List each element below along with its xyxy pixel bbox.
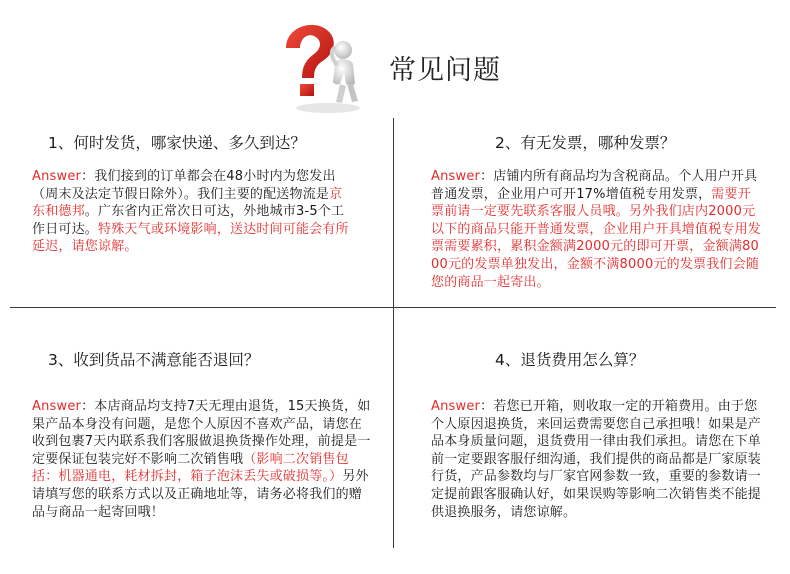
faq-answer-1 xyxy=(32,168,350,256)
vertical-divider xyxy=(393,118,394,548)
horizontal-divider xyxy=(10,307,776,308)
page-title: 常见问题 xyxy=(389,55,501,86)
answer-text: 。广东省内正常次日可达，外地城市3-5个工作日可达。 xyxy=(32,204,345,237)
answer-separator: ： xyxy=(480,399,494,414)
answer-separator: ： xyxy=(81,399,95,414)
answer-label: Answer xyxy=(32,399,82,414)
faq-header xyxy=(0,0,790,115)
answer-text: 另外请填写您的联系方式以及正确地址等，请务必将我们的赠品与商品一起寄回哦！ xyxy=(32,469,369,520)
answer-text: 本店商品均支持7天无理由退货，15天换货，如果产品本身没有问题，是您个人原因不喜欢产品，请您在收到包裹7天内联系我们客服做退换货操作处理，前提是一定要保证包装完好不影响二次销售哦 xyxy=(32,399,371,467)
answer-highlight: 京东和德邦 xyxy=(32,186,343,220)
faq-question-1: 1、何时发货，哪家快递、多久到达？ xyxy=(48,134,306,152)
faq-question-3: 3、收到货品不满意能否退回？ xyxy=(48,351,260,369)
answer-highlight: 需要开票前请一定要先联系客服人员哦。另外我们店内2000元以下的商品只能开普通发票，企业用户开具增值税专用发票需要累积，累积金额满2000元的即可开票，金额满8000元的发票单独发出，金额不满8000元的发票我们会随您的商品一起寄出。 xyxy=(431,186,762,290)
faq-question-2: 2、有无发票，哪种发票？ xyxy=(495,134,676,152)
faq-answer-3 xyxy=(32,398,372,521)
faq-question-4: 4、退货费用怎么算？ xyxy=(495,351,645,369)
answer-label: Answer xyxy=(431,399,481,414)
faq-answer-4 xyxy=(431,398,761,521)
answer-text: 我们接到的订单都会在48小时内为您发出（周末及法定节假日除外）。我们主要的配送物流是 xyxy=(32,169,336,202)
faq-answer-2 xyxy=(431,168,761,291)
answer-text: 若您已开箱，则收取一定的开箱费用。由于您个人原因退换货，来回运费需要您自己承担哦！如果是产品本身质量问题，退货费用一律由我们承担。请您在下单前一定要跟客服仔细沟通，我们提供的商品都是厂家原装行货，产品参数均与厂家官网参数一致，重要的参数请一定提前跟客服确认好，如果误购等影响二次销售类不能提供退换服务，请您谅解。 xyxy=(431,399,762,520)
answer-text: 店铺内所有商品均为含税商品。个人用户开具普通发票，企业用户可开17%增值税专用发票， xyxy=(431,169,758,202)
question-mark-figure-icon xyxy=(280,22,370,114)
answer-separator: ： xyxy=(81,169,95,184)
answer-highlight: 特殊天气或环境影响，送达时间可能会有所延迟，请您谅解。 xyxy=(32,221,349,255)
answer-label: Answer xyxy=(431,169,481,184)
answer-label: Answer xyxy=(32,169,82,184)
answer-highlight: （影响二次销售包括：机器通电，耗材拆封，箱子泡沫丢失或破损等。） xyxy=(32,451,349,485)
answer-separator: ： xyxy=(480,169,494,184)
